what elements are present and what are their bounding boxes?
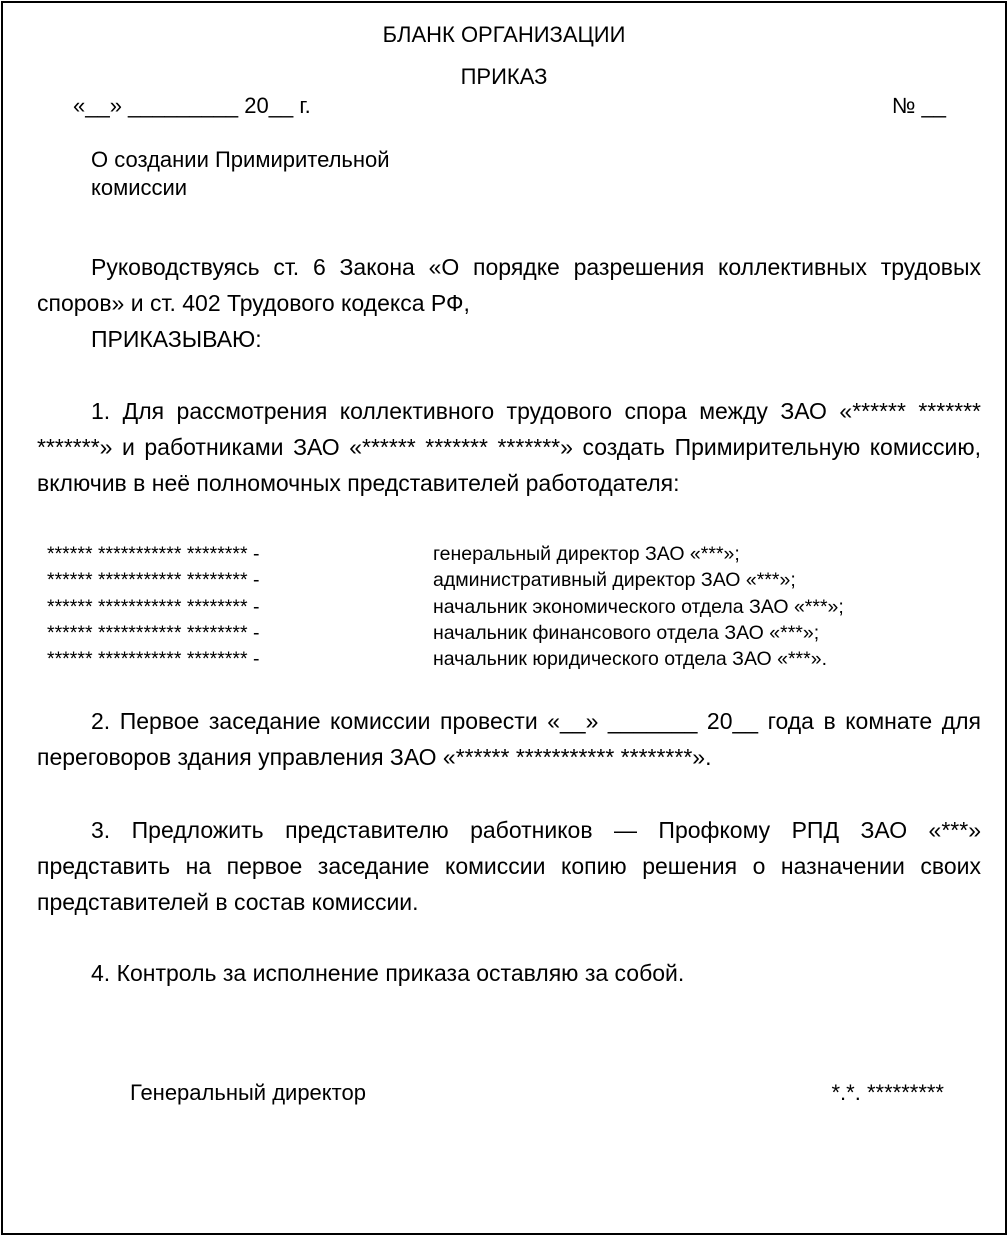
list-item	[47, 620, 947, 646]
member-name: ****** *********** ******** -	[47, 543, 260, 565]
document-page	[1, 1, 1007, 1235]
document-type: ПРИКАЗ	[460, 64, 548, 89]
member-name: ****** *********** ******** -	[47, 648, 260, 671]
member-role: административный директор ЗАО «***»;	[433, 569, 796, 592]
subject-line-1: О создании Примирительной	[91, 147, 390, 172]
member-name: ****** *********** ******** -	[47, 621, 260, 644]
signature-name: *.*. *********	[831, 1080, 944, 1105]
member-role: начальник экономического отдела ЗАО «***»;	[433, 595, 844, 618]
member-name: ****** *********** ******** -	[47, 569, 260, 592]
preamble-basis: Руководствуясь ст. 6 Закона «О порядке разрешения коллективных трудовых споров» и ст. 402 Трудового кодекса РФ,	[37, 254, 981, 316]
member-name: ****** *********** ******** -	[47, 595, 260, 618]
letterhead-title: БЛАНК ОРГАНИЗАЦИИ	[382, 22, 626, 47]
item-2: 2. Первое заседание комиссии провести «__» _______ 20__ года в комнате для переговоров здания управления ЗАО «****** *********** ********».	[37, 708, 981, 770]
member-role: начальник юридического отдела ЗАО «***».	[433, 648, 827, 671]
signature-position: Генеральный директор	[130, 1080, 366, 1105]
order-number: № __	[891, 93, 946, 118]
member-role: начальник финансового отдела ЗАО «***»;	[433, 621, 820, 644]
date-line: «__» _________ 20__ г.	[73, 93, 311, 118]
item-4: 4. Контроль за исполнение приказа оставляю за собой.	[91, 960, 685, 986]
item-1: 1. Для рассмотрения коллективного трудового спора между ЗАО «****** ******* *******» и работниками ЗАО «****** ******* *******» создать Примирительную комиссию, включив в неё полномочных представителей работодателя:	[37, 398, 981, 496]
commission-members-list	[47, 541, 947, 672]
member-role: генеральный директор ЗАО «***»;	[433, 543, 740, 565]
subject-line-2: комиссии	[91, 175, 188, 200]
list-item	[47, 594, 947, 620]
order-word: ПРИКАЗЫВАЮ:	[91, 326, 262, 352]
list-item	[47, 541, 947, 567]
list-item	[47, 646, 947, 672]
item-3: 3. Предложить представителю работников — Профкому РПД ЗАО «***» представить на первое заседание комиссии копию решения о назначении своих представителей в состав комиссии.	[37, 817, 981, 915]
list-item	[47, 567, 947, 593]
